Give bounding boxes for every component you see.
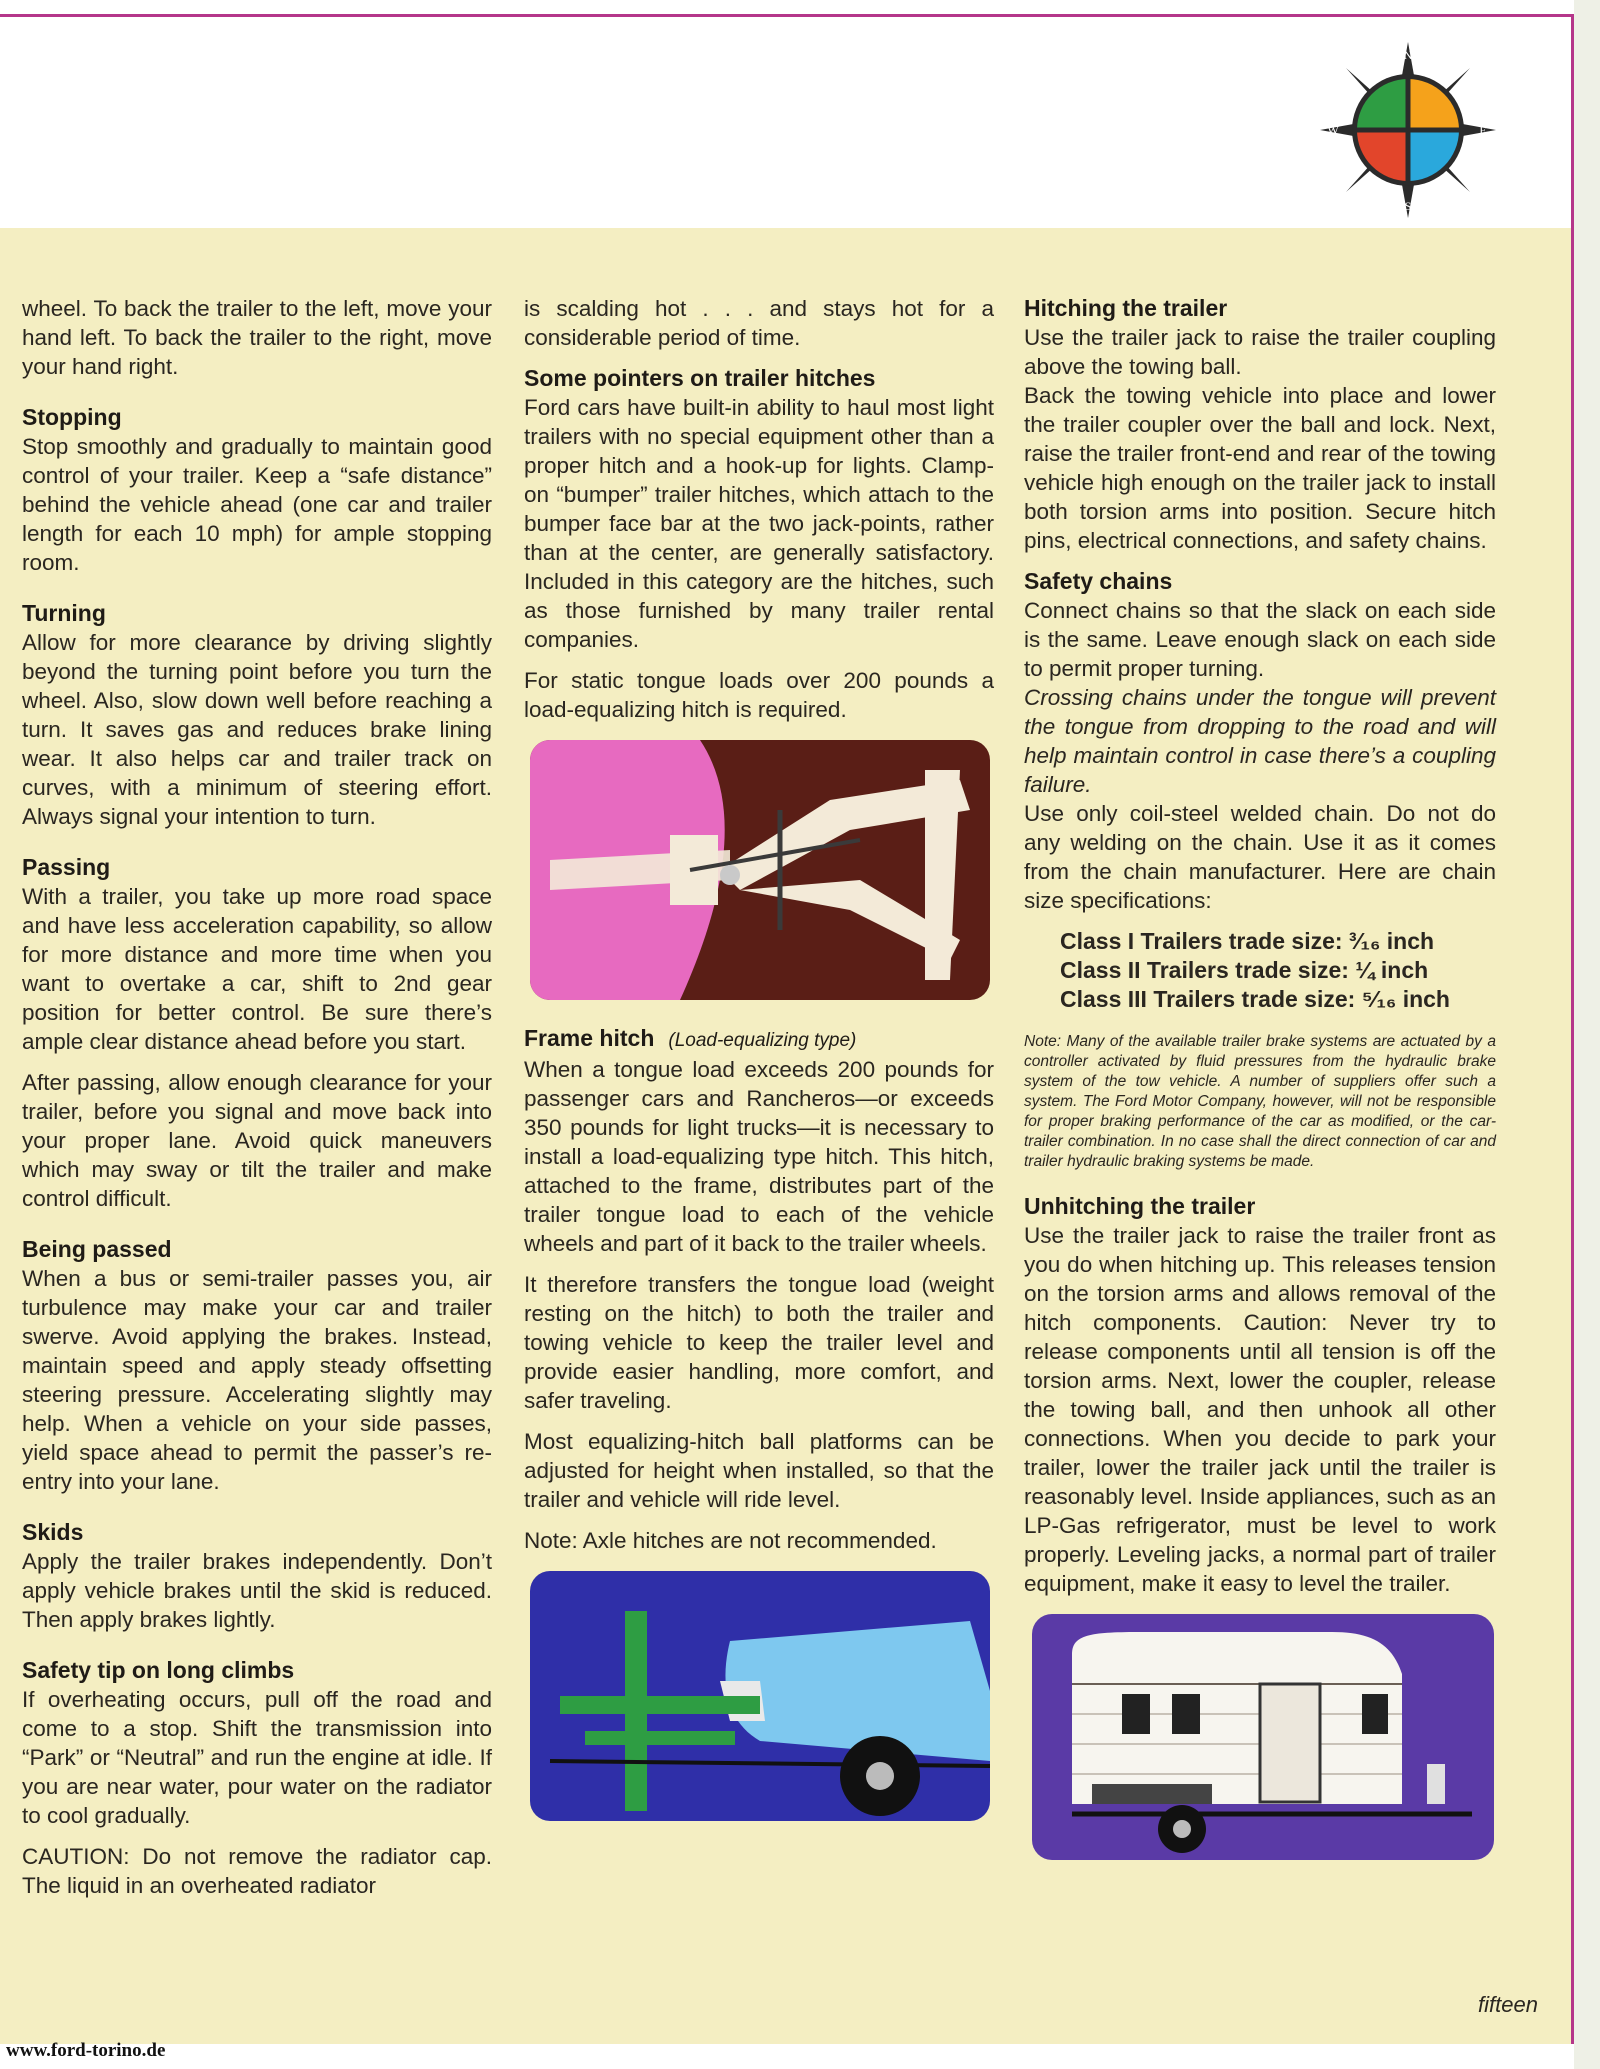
chains-text-italic: Crossing chains under the tongue will prevent the tongue from dropping to the road and will help maintain control in case there’s a coupling failure.: [1024, 685, 1496, 797]
bumper-hitch-illustration: [530, 740, 990, 1000]
frame-text-4: Note: Axle hitches are not recommended.: [524, 1528, 937, 1553]
turning-heading: Turning: [22, 600, 106, 626]
frame-hitch-illustration: [530, 1571, 990, 1821]
frame-hitch-title: Frame hitch: [524, 1025, 655, 1051]
chains-text-1: Connect chains so that the slack on each side is the same. Leave enough slack on each side to permit proper turning.: [1024, 598, 1496, 681]
hitching-text-1: Use the trailer jack to raise the trailer coupling above the towing ball.: [1024, 325, 1496, 379]
frame-text-2: It therefore transfers the tongue load (weight resting on the hitch) to both the trailer and towing vehicle to keep the trailer level and provide easier handling, more comfort, and safer traveling.: [524, 1272, 994, 1413]
frame-hitch-heading: [524, 1024, 994, 1055]
compass-east: E: [1479, 123, 1487, 137]
pointers-text-1: Ford cars have built-in ability to haul most light trailers with no special equipment other than a proper hitch and a hook-up for lights. Clamp-on “bumper” trailer hitches, which attach to the bumper face bar at the two jack-points, rather than at the center, are generally satisfactory. Included in this category are the hitches, such as those furnished by many trailer rental companies.: [524, 395, 994, 652]
source-watermark: www.ford-torino.de: [6, 2040, 166, 2061]
being-passed-text: When a bus or semi-trailer passes you, air turbulence may make your car and trailer swerve. Avoid applying the brakes. Instead, maintain speed and apply steady offsetting steering pressure. Accelerating slightly may help. When a vehicle on your side passes, yield space ahead to permit the passer’s re-entry into your lane.: [22, 1266, 492, 1494]
compass-west: W: [1327, 123, 1339, 137]
compass-north: N: [1403, 48, 1413, 62]
chain-specs: [1060, 927, 1496, 1014]
compass-icon: [1318, 40, 1498, 220]
stopping-text: Stop smoothly and gradually to maintain good control of your trailer. Keep a “safe distance” behind the vehicle ahead (one car and trailer length for each 10 mph) for ample stopping room.: [22, 434, 492, 575]
column-1: [22, 294, 492, 1912]
compass-south: S: [1404, 199, 1412, 213]
chain-spec-class-2: Class II Trailers trade size: ¼ inch: [1060, 957, 1429, 983]
chains-heading: Safety chains: [1024, 568, 1173, 594]
being-passed-heading: Being passed: [22, 1236, 172, 1262]
climbs-heading: Safety tip on long climbs: [22, 1657, 295, 1683]
brake-note: Note: Many of the available trailer brake systems are actuated by a controller activated by fluid pressures from the hydraulic brake system of the tow vehicle. A number of suppliers offer such a system. The Ford Motor Company, however, will not be responsible for proper braking performance of the car as modified, or the car-trailer combination. In no case shall the direct connection of car and trailer hydraulic braking systems be made.: [1024, 1033, 1496, 1170]
hitching-text-2: Back the towing vehicle into place and lower the trailer coupler over the ball and lock. Next, raise the trailer front-end and rear of the towing vehicle high enough on the trailer jack to install both torsion arms into position. Secure hitch pins, electrical connections, and safety chains.: [1024, 383, 1496, 553]
column-2: [524, 294, 994, 1845]
travel-trailer-illustration: [1032, 1614, 1494, 1860]
turning-text: Allow for more clearance by driving slightly beyond the turning point before you turn the wheel. Also, slow down well before reaching a turn. It saves gas and reduces brake lining wear. It also helps car and trailer track on curves, with a minimum of steering effort. Always signal your intention to turn.: [22, 630, 492, 829]
climbs-text-2: CAUTION: Do not remove the radiator cap. The liquid in an overheated radiator: [22, 1844, 492, 1898]
climbs-text-1: If overheating occurs, pull off the road and come to a stop. Shift the transmission into “Park” or “Neutral” and run the engine at idle. If you are near water, pour water on the radiator to cool gradually.: [22, 1687, 492, 1828]
pointers-heading: Some pointers on trailer hitches: [524, 365, 876, 391]
page-number: fifteen: [1478, 1992, 1538, 2017]
hitching-heading: Hitching the trailer: [1024, 295, 1228, 321]
unhitching-text: Use the trailer jack to raise the trailer front as you do when hitching up. This releases tension on the torsion arms and allows removal of the hitch components. Caution: Never try to release components until all tension is off the torsion arms. Next, lower the coupler, release the towing ball, and then unhook all other connections. When you decide to park your trailer, lower the trailer jack until the trailer is reasonably level. Inside appliances, such as an LP-Gas refrigerator, must be level to work properly. Leveling jacks, a normal part of trailer equipment, make it easy to level the trailer.: [1024, 1223, 1496, 1596]
passing-text-1: With a trailer, you take up more road space and have less acceleration capability, so allow for more distance and more time when you want to overtake a car, shift to 2nd gear position for better control. Be sure there’s ample clear distance ahead before you start.: [22, 884, 492, 1054]
pointers-text-2: For static tongue loads over 200 pounds a load-equalizing hitch is required.: [524, 668, 994, 722]
unhitching-heading: Unhitching the trailer: [1024, 1193, 1256, 1219]
page-edge: [1574, 0, 1600, 2069]
skids-heading: Skids: [22, 1519, 84, 1545]
passing-text-2: After passing, allow enough clearance for your trailer, before you signal and move back into your proper lane. Avoid quick maneuvers which may sway or tilt the trailer and make control difficult.: [22, 1070, 492, 1211]
top-rule: [0, 14, 1574, 17]
skids-text: Apply the trailer brakes independently. Don’t apply vehicle brakes until the skid is reduced. Then apply brakes lightly.: [22, 1549, 492, 1632]
stopping-heading: Stopping: [22, 404, 122, 430]
chain-spec-class-1: Class I Trailers trade size: ³⁄₁₆ inch: [1060, 928, 1435, 954]
col1-intro: wheel. To back the trailer to the left, move your hand left. To back the trailer to the right, move your hand right.: [22, 296, 492, 379]
column-3: [1024, 294, 1496, 1884]
frame-text-3: Most equalizing-hitch ball platforms can be adjusted for height when installed, so that the trailer and vehicle will ride level.: [524, 1429, 994, 1512]
frame-hitch-subtitle: (Load-equalizing type): [668, 1030, 857, 1051]
passing-heading: Passing: [22, 854, 111, 880]
chains-text-2: Use only coil-steel welded chain. Do not do any welding on the chain. Use it as it comes from the chain manufacturer. Here are chain size specifications:: [1024, 801, 1496, 913]
col2-intro: is scalding hot . . . and stays hot for a considerable period of time.: [524, 296, 994, 350]
chain-spec-class-3: Class III Trailers trade size: ⁵⁄₁₆ inch: [1060, 986, 1450, 1012]
frame-text-1: When a tongue load exceeds 200 pounds for passenger cars and Rancheros—or exceeds 350 pounds for light trucks—it is necessary to install a load-equalizing type hitch. This hitch, attached to the frame, distributes part of the trailer tongue load to each of the vehicle wheels and part of it back to the trailer wheels.: [524, 1057, 994, 1256]
